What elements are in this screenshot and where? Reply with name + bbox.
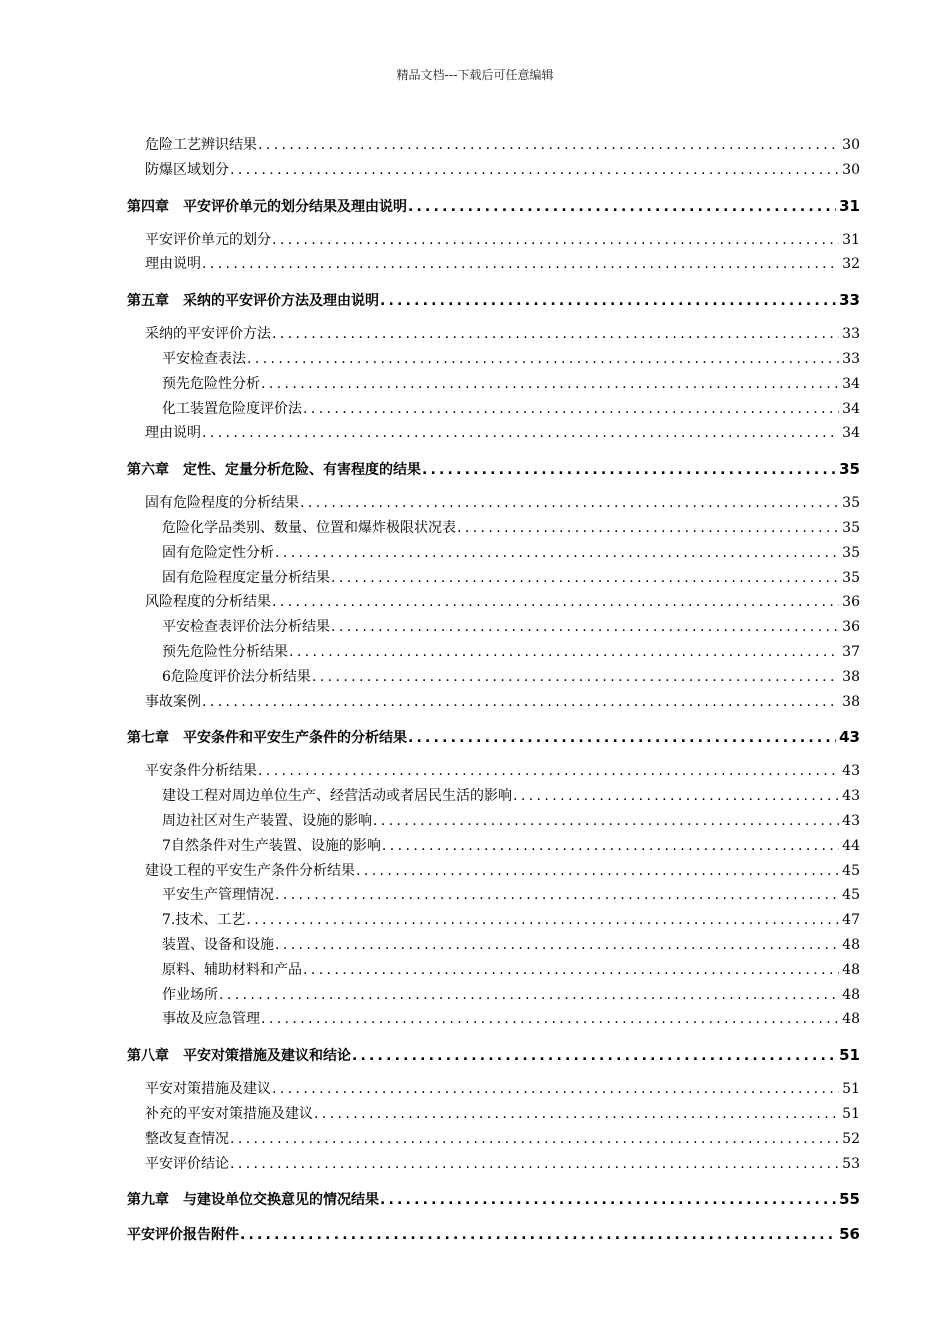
toc-entry-page: 48 xyxy=(842,936,860,953)
toc-entry-title: 装置、设备和设施 xyxy=(162,936,274,953)
toc-entry[interactable] xyxy=(145,1077,860,1102)
toc-entry[interactable] xyxy=(145,322,860,347)
toc-entry-page: 45 xyxy=(842,862,860,879)
toc-entry-title: 第七章 平安条件和平安生产条件的分析结果 xyxy=(127,730,407,747)
page-header: 精品文档---下载后可任意编辑 xyxy=(396,68,554,82)
dot-leader xyxy=(271,322,839,347)
toc-chapter-entry[interactable] xyxy=(127,288,860,312)
dot-leader xyxy=(311,665,839,690)
toc-entry[interactable] xyxy=(162,541,860,566)
toc-entry[interactable] xyxy=(162,809,860,834)
toc-entry-title: 第九章 与建设单位交换意见的情况结果 xyxy=(127,1192,379,1209)
toc-entry-title: 理由说明 xyxy=(145,256,201,273)
toc-entry[interactable] xyxy=(145,158,860,183)
dot-leader xyxy=(330,615,839,640)
toc-entry-page: 34 xyxy=(842,400,860,417)
toc-entry-page: 53 xyxy=(842,1155,860,1172)
toc-entry[interactable] xyxy=(162,933,860,958)
toc-entry-title: 事故及应急管理 xyxy=(162,1011,260,1028)
toc-entry[interactable] xyxy=(145,491,860,516)
dot-leader xyxy=(201,252,839,277)
toc-entry-page: 33 xyxy=(839,291,860,310)
toc-entry[interactable] xyxy=(145,1152,860,1177)
toc-entry-title: 固有危险定性分析 xyxy=(162,544,274,561)
toc-entry[interactable] xyxy=(162,372,860,397)
toc-entry[interactable] xyxy=(145,859,860,884)
toc-entry-title: 6危险度评价法分析结果 xyxy=(162,668,311,685)
toc-entry-page: 43 xyxy=(839,728,860,747)
dot-leader xyxy=(299,491,839,516)
dot-leader xyxy=(218,983,839,1008)
toc-entry[interactable] xyxy=(162,784,860,809)
dot-leader xyxy=(239,1223,836,1246)
dot-leader xyxy=(245,908,839,933)
toc-entry-title: 平安对策措施及建议 xyxy=(145,1081,271,1098)
toc-entry[interactable] xyxy=(162,566,860,591)
toc-entry-page: 43 xyxy=(842,763,860,780)
toc-entry-page: 44 xyxy=(842,837,860,854)
toc-entry-page: 31 xyxy=(839,196,860,215)
toc-entry-page: 36 xyxy=(842,619,860,636)
dot-leader xyxy=(274,541,839,566)
toc-chapter-entry[interactable] xyxy=(127,457,860,481)
toc-entry[interactable] xyxy=(145,759,860,784)
dot-leader xyxy=(313,1102,839,1127)
toc-entry[interactable] xyxy=(162,883,860,908)
toc-entry[interactable] xyxy=(162,834,860,859)
toc-entry-title: 作业场所 xyxy=(162,986,218,1003)
toc-entry-page: 52 xyxy=(842,1130,860,1147)
dot-leader xyxy=(456,516,839,541)
dot-leader xyxy=(260,372,839,397)
toc-entry-title: 固有危险程度定量分析结果 xyxy=(162,569,330,586)
toc-entry-title: 平安评价单元的划分 xyxy=(145,231,271,248)
toc-entry[interactable] xyxy=(145,421,860,446)
toc-entry[interactable] xyxy=(145,228,860,253)
toc-entry[interactable] xyxy=(162,908,860,933)
toc-entry-title: 平安检查表评价法分析结果 xyxy=(162,619,330,636)
toc-entry-page: 56 xyxy=(839,1225,860,1244)
toc-entry-title: 理由说明 xyxy=(145,425,201,442)
toc-entry-title: 平安评价结论 xyxy=(145,1155,229,1172)
toc-entry-page: 55 xyxy=(839,1190,860,1209)
toc-entry-title: 周边社区对生产装置、设施的影响 xyxy=(162,812,372,829)
toc-entry-title: 建设工程的平安生产条件分析结果 xyxy=(145,862,355,879)
toc-entry-page: 30 xyxy=(842,137,860,153)
dot-leader xyxy=(372,809,839,834)
toc-entry-page: 34 xyxy=(842,375,860,392)
dot-leader xyxy=(288,640,839,665)
dot-leader xyxy=(351,1044,836,1067)
toc-entry-title: 危险工艺辨识结果 xyxy=(145,137,257,153)
toc-entry-title: 原料、辅助材料和产品 xyxy=(162,961,302,978)
dot-leader xyxy=(257,759,839,784)
toc-entry-page: 51 xyxy=(842,1105,860,1122)
dot-leader xyxy=(407,726,836,749)
dot-leader xyxy=(201,421,839,446)
table-of-contents xyxy=(127,122,860,1256)
toc-entry-title: 平安评价报告附件 xyxy=(127,1227,239,1244)
dot-leader xyxy=(381,834,839,859)
toc-entry[interactable] xyxy=(162,615,860,640)
toc-entry-title: 7.技术、工艺 xyxy=(162,912,246,929)
dot-leader xyxy=(271,228,839,253)
toc-entry-title: 第四章 平安评价单元的划分结果及理由说明 xyxy=(127,198,407,215)
toc-entry-title: 第八章 平安对策措施及建议和结论 xyxy=(127,1048,351,1065)
toc-entry[interactable] xyxy=(162,958,860,983)
dot-leader xyxy=(229,1152,839,1177)
toc-entry-page: 33 xyxy=(842,350,860,367)
toc-entry-page: 48 xyxy=(842,961,860,978)
toc-entry-page: 38 xyxy=(842,693,860,710)
toc-entry-page: 43 xyxy=(842,788,860,805)
toc-entry[interactable] xyxy=(162,640,860,665)
toc-entry[interactable] xyxy=(145,590,860,615)
toc-entry-title: 风险程度的分析结果 xyxy=(145,594,271,611)
toc-entry-title: 防爆区域划分 xyxy=(145,161,229,178)
toc-entry[interactable] xyxy=(145,690,860,715)
toc-entry-title: 平安条件分析结果 xyxy=(145,763,257,780)
toc-chapter-entry[interactable] xyxy=(127,725,860,749)
dot-leader xyxy=(379,1188,836,1211)
toc-chapter-entry[interactable] xyxy=(127,194,860,218)
dot-leader xyxy=(257,133,839,158)
toc-entry-page: 48 xyxy=(842,1011,860,1028)
toc-entry-page: 33 xyxy=(842,326,860,343)
toc-entry-title: 采纳的平安评价方法 xyxy=(145,326,271,343)
dot-leader xyxy=(355,859,839,884)
dot-leader xyxy=(271,1077,839,1102)
dot-leader xyxy=(330,566,839,591)
toc-entry[interactable] xyxy=(162,347,860,372)
toc-entry[interactable] xyxy=(162,516,860,541)
toc-entry-page: 30 xyxy=(842,161,860,178)
toc-entry-title: 第六章 定性、定量分析危险、有害程度的结果 xyxy=(127,462,421,479)
toc-entry-title: 平安生产管理情况 xyxy=(162,887,274,904)
dot-leader xyxy=(407,195,836,218)
toc-entry-title: 危险化学品类别、数量、位置和爆炸极限状况表 xyxy=(162,519,456,536)
toc-entry-title: 建设工程对周边单位生产、经营活动或者居民生活的影响 xyxy=(162,788,512,805)
toc-chapter-entry[interactable] xyxy=(127,1043,860,1067)
toc-entry-title: 预先危险性分析 xyxy=(162,375,260,392)
toc-entry[interactable] xyxy=(162,397,860,422)
dot-leader xyxy=(274,933,839,958)
toc-entry-page: 35 xyxy=(839,460,860,479)
toc-entry-title: 7自然条件对生产装置、设施的影响 xyxy=(162,837,381,854)
toc-chapter-entry[interactable] xyxy=(127,1187,860,1211)
toc-entry-page: 35 xyxy=(842,544,860,561)
toc-entry-page: 35 xyxy=(842,519,860,536)
toc-entry-page: 51 xyxy=(842,1081,860,1098)
toc-entry-title: 化工装置危险度评价法 xyxy=(162,400,302,417)
toc-entry-page: 38 xyxy=(842,668,860,685)
toc-entry-page: 43 xyxy=(842,812,860,829)
dot-leader xyxy=(271,590,839,615)
dot-leader xyxy=(246,347,839,372)
toc-entry-title: 事故案例 xyxy=(145,693,201,710)
toc-entry-page: 31 xyxy=(842,231,860,248)
toc-entry-title: 预先危险性分析结果 xyxy=(162,643,288,660)
toc-entry-title: 固有危险程度的分析结果 xyxy=(145,495,299,512)
dot-leader xyxy=(302,397,839,422)
toc-entry[interactable] xyxy=(145,133,860,158)
toc-entry[interactable] xyxy=(145,1127,860,1152)
dot-leader xyxy=(302,958,839,983)
toc-entry-page: 36 xyxy=(842,594,860,611)
dot-leader xyxy=(379,289,836,312)
dot-leader xyxy=(229,158,839,183)
toc-entry-page: 32 xyxy=(842,256,860,273)
toc-entry-title: 第五章 采纳的平安评价方法及理由说明 xyxy=(127,293,379,310)
toc-entry[interactable] xyxy=(145,1102,860,1127)
toc-entry-page: 34 xyxy=(842,425,860,442)
toc-entry-page: 45 xyxy=(842,887,860,904)
dot-leader xyxy=(421,458,836,481)
toc-entry[interactable] xyxy=(145,252,860,277)
toc-entry-page: 35 xyxy=(842,569,860,586)
dot-leader xyxy=(260,1007,839,1032)
toc-entry-page: 37 xyxy=(842,643,860,660)
toc-entry-title: 补充的平安对策措施及建议 xyxy=(145,1105,313,1122)
toc-entry-page: 48 xyxy=(842,986,860,1003)
toc-chapter-entry[interactable] xyxy=(127,1222,860,1246)
toc-entry[interactable] xyxy=(162,1007,860,1032)
toc-entry-page: 51 xyxy=(839,1046,860,1065)
dot-leader xyxy=(201,690,839,715)
toc-entry-title: 整改复查情况 xyxy=(145,1130,229,1147)
toc-entry-title: 平安检查表法 xyxy=(162,350,246,367)
dot-leader xyxy=(512,784,839,809)
toc-entry[interactable] xyxy=(162,983,860,1008)
dot-leader xyxy=(229,1127,839,1152)
toc-entry[interactable] xyxy=(162,665,860,690)
toc-entry-page: 35 xyxy=(842,495,860,512)
toc-entry-page: 47 xyxy=(842,912,860,929)
dot-leader xyxy=(274,883,839,908)
